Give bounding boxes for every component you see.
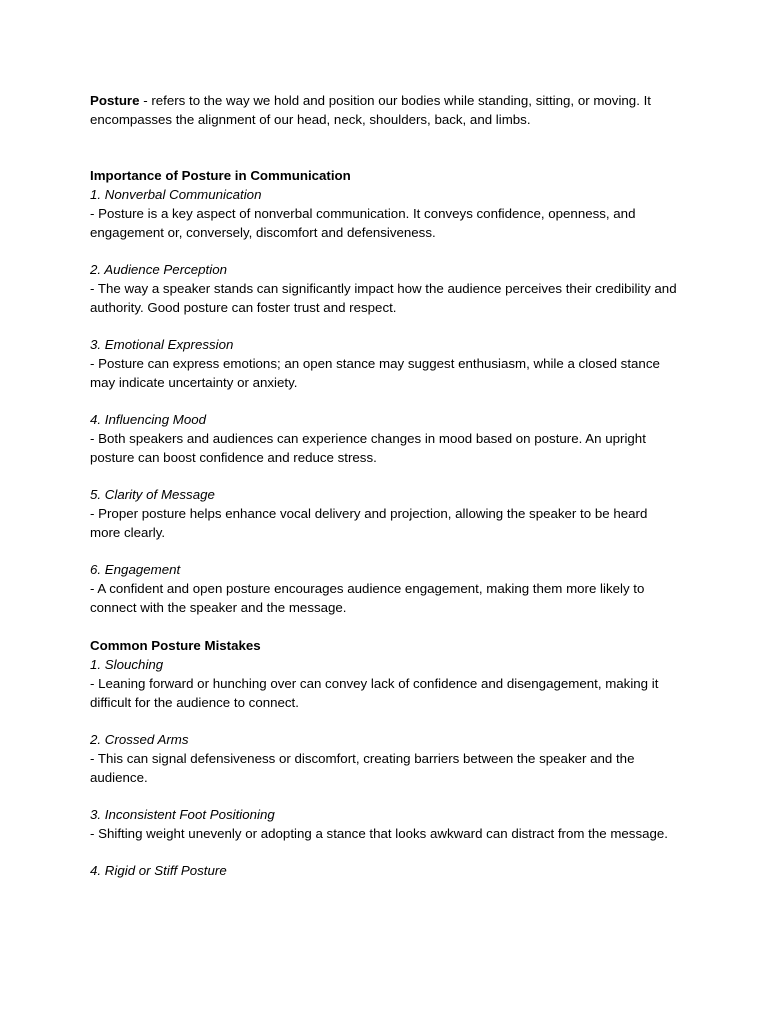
- item-title: 2. Crossed Arms: [90, 732, 189, 747]
- item-title: 4. Rigid or Stiff Posture: [90, 863, 227, 878]
- section-heading-importance: Importance of Posture in Communication: [90, 168, 351, 183]
- intro-term: Posture: [90, 93, 140, 108]
- intro-paragraph: [90, 91, 680, 129]
- importance-item-6: [90, 560, 680, 617]
- mistakes-item-1: [90, 655, 680, 712]
- item-title: 3. Emotional Expression: [90, 337, 234, 352]
- mistakes-item-3: [90, 805, 680, 843]
- section-importance: [90, 166, 680, 617]
- item-text: - Posture is a key aspect of nonverbal communication. It conveys confidence, openness, and engagement or, conversely, discomfort and defensiveness.: [90, 206, 636, 240]
- item-title: 5. Clarity of Message: [90, 487, 215, 502]
- item-title: 1. Nonverbal Communication: [90, 187, 262, 202]
- item-title: 2. Audience Perception: [90, 262, 228, 277]
- item-title: 1. Slouching: [90, 657, 164, 672]
- importance-item-3: [90, 335, 680, 392]
- section-heading-mistakes: Common Posture Mistakes: [90, 638, 261, 653]
- item-text: - The way a speaker stands can significantly impact how the audience perceives their credibility and authority. Good posture can foster trust and respect.: [90, 281, 677, 315]
- section-mistakes: [90, 636, 680, 880]
- item-text: - This can signal defensiveness or discomfort, creating barriers between the speaker and the audience.: [90, 751, 635, 785]
- importance-item-2: [90, 260, 680, 317]
- item-text: - Shifting weight unevenly or adopting a stance that looks awkward can distract from the message.: [90, 826, 668, 841]
- importance-item-4: [90, 410, 680, 467]
- item-text: - Leaning forward or hunching over can convey lack of confidence and disengagement, making it difficult for the audience to connect.: [90, 676, 659, 710]
- item-text: - Both speakers and audiences can experience changes in mood based on posture. An upright posture can boost confidence and reduce stress.: [90, 431, 646, 465]
- intro-definition: - refers to the way we hold and position our bodies while standing, sitting, or moving. It encompasses the alignment of our head, neck, shoulders, back, and limbs.: [90, 93, 651, 127]
- mistakes-item-2: [90, 730, 680, 787]
- item-text: - Posture can express emotions; an open stance may suggest enthusiasm, while a closed stance may indicate uncertainty or anxiety.: [90, 356, 660, 390]
- item-text: - Proper posture helps enhance vocal delivery and projection, allowing the speaker to be heard more clearly.: [90, 506, 648, 540]
- item-title: 3. Inconsistent Foot Positioning: [90, 807, 275, 822]
- item-title: 6. Engagement: [90, 562, 181, 577]
- item-text: - A confident and open posture encourages audience engagement, making them more likely to connect with the speaker and the message.: [90, 581, 645, 615]
- mistakes-item-4: [90, 861, 680, 880]
- document-body: [90, 91, 680, 898]
- importance-item-5: [90, 485, 680, 542]
- item-title: 4. Influencing Mood: [90, 412, 207, 427]
- importance-item-1: [90, 185, 680, 242]
